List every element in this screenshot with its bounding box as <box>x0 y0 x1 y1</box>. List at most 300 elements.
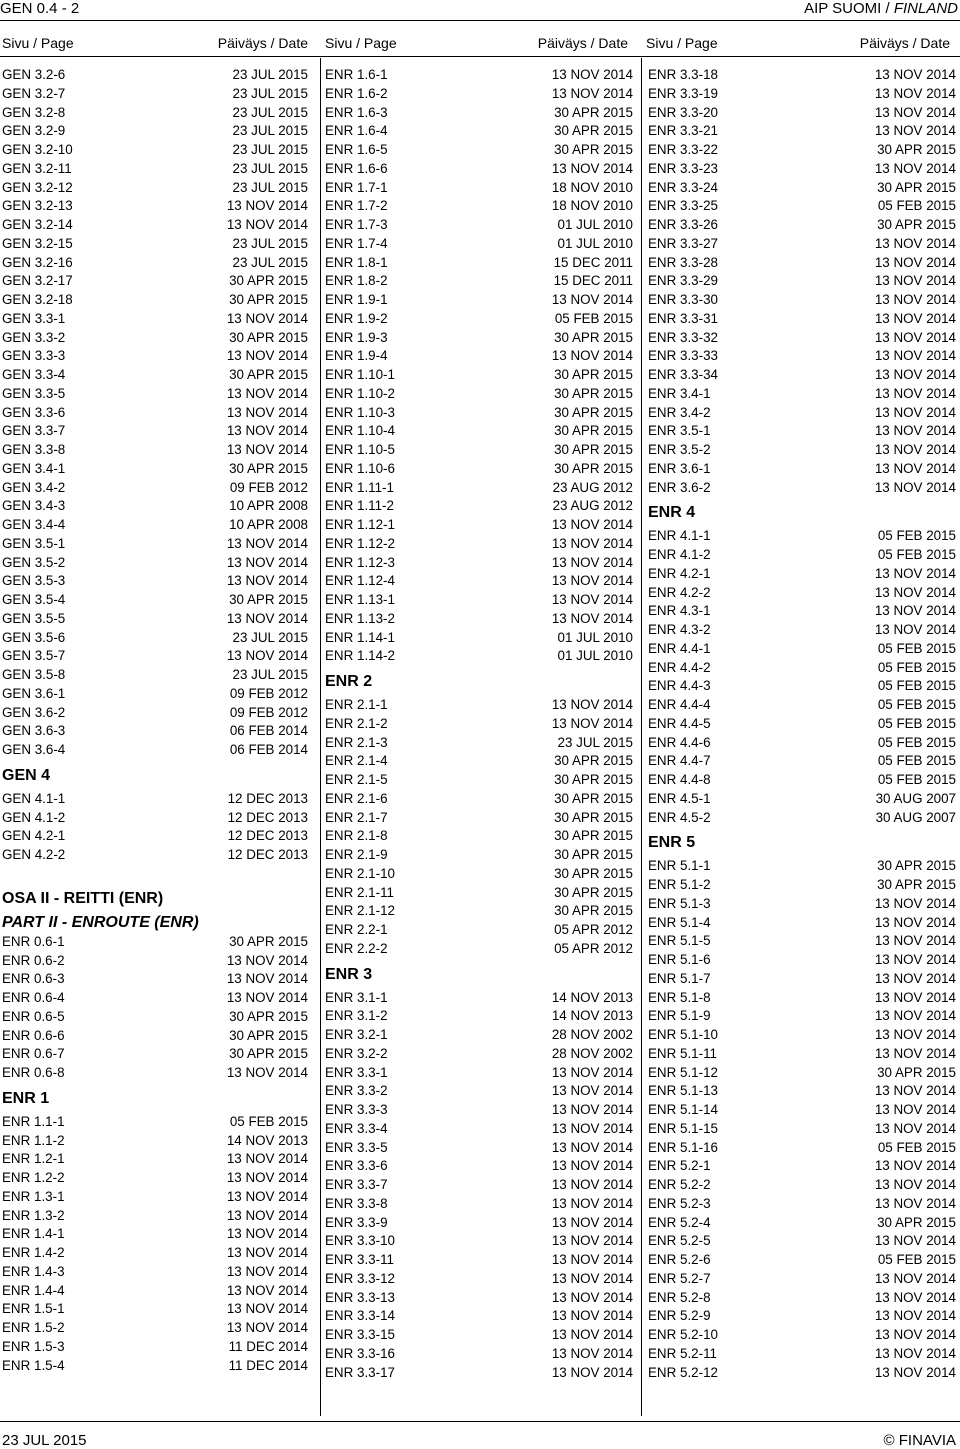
list-item <box>648 1270 956 1289</box>
page-date: 13 NOV 2014 <box>874 423 956 439</box>
page-date: 13 NOV 2014 <box>551 1252 633 1267</box>
list-item <box>325 790 633 809</box>
page-number: ENR 5.1-9 <box>648 1008 711 1024</box>
page-date: 30 APR 2015 <box>229 1046 308 1062</box>
page-number: ENR 1.10-1 <box>325 367 395 382</box>
page-date: 30 APR 2015 <box>877 142 956 157</box>
page-number: ENR 4.4-7 <box>648 753 711 769</box>
page-number: ENR 3.3-33 <box>648 348 718 364</box>
list-item <box>2 722 308 741</box>
page-number: ENR 1.9-4 <box>325 348 388 364</box>
list-item <box>2 629 308 648</box>
page-date: 30 APR 2015 <box>554 753 633 769</box>
page-number: ENR 4.3-2 <box>648 622 711 637</box>
page-number: ENR 4.5-2 <box>648 809 711 825</box>
page-date: 11 DEC 2014 <box>228 1338 308 1354</box>
page-date: 30 APR 2015 <box>877 1214 956 1230</box>
page-number: ENR 5.1-5 <box>648 933 711 949</box>
page-date: 13 NOV 2014 <box>874 367 956 382</box>
page-number: GEN 3.5-3 <box>2 573 66 589</box>
list-item <box>325 1176 633 1195</box>
list-item <box>325 865 633 884</box>
page-number: ENR 1.6-4 <box>325 123 388 139</box>
list-item <box>648 460 956 479</box>
page-number: ENR 3.3-8 <box>325 1195 388 1211</box>
page-date: 13 NOV 2014 <box>874 1045 956 1061</box>
page-number: ENR 4.4-6 <box>648 734 711 750</box>
page-date: 23 AUG 2012 <box>552 479 633 495</box>
list-item <box>2 329 308 348</box>
page-number: ENR 1.12-4 <box>325 573 395 589</box>
page-date: 13 NOV 2014 <box>226 404 308 420</box>
page-date: 13 NOV 2014 <box>551 348 633 364</box>
page-number: GEN 3.6-2 <box>2 704 66 720</box>
page-date: 13 NOV 2014 <box>551 1195 633 1211</box>
page-number: GEN 3.3-5 <box>2 385 66 401</box>
page-number: ENR 3.3-5 <box>325 1139 388 1155</box>
page-number: ENR 5.2-11 <box>648 1345 717 1361</box>
list-item <box>648 1251 956 1270</box>
list-item <box>325 610 633 629</box>
list-item <box>2 1132 308 1151</box>
list-item <box>648 1364 956 1383</box>
list-item <box>325 1157 633 1176</box>
page-number: ENR 3.3-4 <box>325 1120 388 1136</box>
page-number: ENR 1.11-2 <box>325 498 394 514</box>
page-date: 30 APR 2015 <box>554 123 633 139</box>
page-number: GEN 3.5-4 <box>2 592 66 607</box>
page-date: 05 FEB 2015 <box>877 1139 956 1155</box>
page-date: 13 NOV 2014 <box>226 648 308 664</box>
page-date: 30 APR 2015 <box>554 142 633 157</box>
column-header-page: Sivu / Page <box>325 35 397 51</box>
list-item <box>325 1345 633 1364</box>
page-number: ENR 1.2-2 <box>2 1170 65 1185</box>
list-item <box>648 752 956 771</box>
page-date: 13 NOV 2014 <box>874 952 956 967</box>
list-item <box>2 422 308 441</box>
page-number: GEN 3.5-5 <box>2 610 66 626</box>
list-item <box>325 1307 633 1326</box>
list-item <box>2 704 308 723</box>
page-date: 05 APR 2012 <box>554 940 633 956</box>
page-number: ENR 3.3-17 <box>325 1364 395 1380</box>
page-number: ENR 1.1-2 <box>2 1132 65 1148</box>
list-item <box>2 1045 308 1064</box>
list-item <box>325 1120 633 1139</box>
list-item <box>648 122 956 141</box>
page-date: 05 FEB 2015 <box>877 1252 956 1267</box>
list-item <box>325 141 633 160</box>
list-item <box>648 1214 956 1233</box>
page-date: 01 JUL 2010 <box>557 217 633 232</box>
page-date: 30 APR 2015 <box>229 367 308 382</box>
page-date: 13 NOV 2014 <box>551 715 633 731</box>
page-number: ENR 2.1-5 <box>325 772 388 787</box>
page-date: 05 FEB 2015 <box>877 547 956 562</box>
page-number: ENR 1.3-2 <box>2 1207 65 1223</box>
page-date: 30 APR 2015 <box>229 1027 308 1043</box>
list-item <box>2 1169 308 1188</box>
list-item <box>648 602 956 621</box>
page-number: ENR 5.1-4 <box>648 914 711 930</box>
list-item <box>648 1045 956 1064</box>
page-date: 10 APR 2008 <box>229 517 308 532</box>
list-item <box>325 1326 633 1345</box>
list-item <box>2 1207 308 1226</box>
page-date: 30 APR 2015 <box>229 933 308 949</box>
list-item <box>325 715 633 734</box>
page-number: GEN 3.3-1 <box>2 310 66 326</box>
page-date: 13 NOV 2014 <box>551 1158 633 1174</box>
list-item <box>325 554 633 573</box>
list-item <box>648 1157 956 1176</box>
page-number: ENR 5.2-1 <box>648 1158 711 1174</box>
page-date: 13 NOV 2014 <box>874 160 956 176</box>
list-item <box>325 1195 633 1214</box>
page-number: ENR 1.4-1 <box>2 1226 65 1242</box>
page-date: 30 APR 2015 <box>554 404 633 420</box>
page-date: 05 FEB 2015 <box>877 659 956 675</box>
page-number: ENR 5.1-16 <box>648 1139 718 1155</box>
page-number: ENR 5.2-9 <box>648 1308 711 1324</box>
page-date: 30 APR 2015 <box>229 1008 308 1024</box>
list-item <box>2 85 308 104</box>
page-date: 13 NOV 2014 <box>874 1345 956 1361</box>
list-item <box>325 122 633 141</box>
list-item <box>325 1082 633 1101</box>
page-date: 13 NOV 2014 <box>551 517 633 532</box>
list-item <box>325 535 633 554</box>
page-number: ENR 4.4-3 <box>648 678 711 694</box>
page-number: GEN 3.2-9 <box>2 123 66 139</box>
page-date: 13 NOV 2014 <box>226 1151 308 1167</box>
page-number: GEN 4.1-1 <box>2 790 66 806</box>
list-item <box>648 441 956 460</box>
page-number: ENR 1.7-4 <box>325 235 388 251</box>
page-number: ENR 1.13-2 <box>325 610 395 626</box>
page-date: 13 NOV 2014 <box>226 573 308 589</box>
page-number: ENR 1.10-3 <box>325 404 395 420</box>
page-date: 30 APR 2015 <box>554 790 633 806</box>
page-number: ENR 1.6-3 <box>325 104 388 120</box>
list-item <box>2 1300 308 1319</box>
page-date: 13 NOV 2014 <box>551 592 633 607</box>
page-number: ENR 3.3-3 <box>325 1102 388 1117</box>
page-number: ENR 1.5-2 <box>2 1320 65 1335</box>
page-date: 13 NOV 2014 <box>551 292 633 307</box>
page-number: GEN 3.4-3 <box>2 498 66 514</box>
page-number: ENR 1.14-2 <box>325 648 395 664</box>
page-number: ENR 3.1-2 <box>325 1008 388 1024</box>
page-number: ENR 3.3-15 <box>325 1327 395 1342</box>
page-number: ENR 3.3-1 <box>325 1064 388 1080</box>
page-number: ENR 0.6-3 <box>2 971 65 987</box>
page-date: 13 NOV 2014 <box>226 952 308 968</box>
page-number: ENR 1.7-2 <box>325 198 388 214</box>
page-number: ENR 3.2-2 <box>325 1045 388 1061</box>
page-date: 23 JUL 2015 <box>232 104 308 120</box>
footer-date: 23 JUL 2015 <box>2 1432 87 1449</box>
page-date: 30 APR 2015 <box>554 367 633 382</box>
list-item <box>2 535 308 554</box>
index-column-3 <box>648 66 956 1382</box>
page-date: 05 FEB 2015 <box>229 1113 308 1129</box>
list-item <box>2 1113 308 1132</box>
list-item <box>325 197 633 216</box>
page-date: 13 NOV 2014 <box>551 1270 633 1286</box>
page-number: ENR 4.3-1 <box>648 603 711 619</box>
page-number: ENR 3.3-21 <box>648 123 718 139</box>
list-item <box>648 1195 956 1214</box>
page-date: 13 NOV 2014 <box>874 479 956 495</box>
list-item <box>648 809 956 828</box>
list-item <box>648 1064 956 1083</box>
page-number: GEN 3.6-1 <box>2 685 66 701</box>
list-item <box>648 385 956 404</box>
page-number: ENR 3.6-2 <box>648 479 711 495</box>
list-item <box>325 752 633 771</box>
page-number: ENR 5.2-12 <box>648 1364 718 1380</box>
page-number: ENR 2.1-10 <box>325 865 395 881</box>
page-number: ENR 3.3-14 <box>325 1308 395 1324</box>
page-number: ENR 5.1-1 <box>648 858 711 874</box>
list-item <box>325 479 633 498</box>
page-number: ENR 2.2-2 <box>325 940 388 956</box>
list-item <box>648 1289 956 1308</box>
page-date: 13 NOV 2014 <box>874 565 956 581</box>
page-number: ENR 5.1-14 <box>648 1102 718 1117</box>
list-item <box>2 160 308 179</box>
page-number: GEN 3.5-2 <box>2 554 66 570</box>
page-number: GEN 3.5-1 <box>2 535 66 551</box>
list-item <box>325 85 633 104</box>
page-number: ENR 4.4-2 <box>648 659 711 675</box>
page-date: 13 NOV 2014 <box>551 1345 633 1361</box>
page-number: ENR 4.4-1 <box>648 640 711 656</box>
list-item <box>325 1007 633 1026</box>
page-number: GEN 3.4-1 <box>2 460 66 476</box>
page-date: 05 FEB 2015 <box>877 678 956 694</box>
page-number: ENR 3.3-10 <box>325 1233 395 1249</box>
page-date: 13 NOV 2014 <box>226 1282 308 1298</box>
page-date: 30 APR 2015 <box>229 273 308 289</box>
list-item <box>648 1345 956 1364</box>
page-date: 13 NOV 2014 <box>874 1120 956 1136</box>
page-date: 30 APR 2015 <box>877 1064 956 1080</box>
page-date: 13 NOV 2014 <box>874 460 956 476</box>
page-date: 13 NOV 2014 <box>874 1195 956 1211</box>
list-item <box>325 1251 633 1270</box>
section-heading: ENR 4 <box>648 504 696 522</box>
list-item <box>2 1263 308 1282</box>
page-date: 28 NOV 2002 <box>551 1027 633 1042</box>
column-header-1 <box>2 35 308 52</box>
page-date: 23 JUL 2015 <box>232 179 308 195</box>
page-number: GEN 3.3-6 <box>2 404 66 420</box>
list-item <box>325 385 633 404</box>
section-heading: ENR 1 <box>2 1089 50 1107</box>
page-number: GEN 3.2-14 <box>2 217 73 232</box>
page-number: GEN 3.2-16 <box>2 254 73 270</box>
page-date: 13 NOV 2014 <box>226 1226 308 1242</box>
page-date: 05 FEB 2015 <box>554 310 633 326</box>
page-number: ENR 1.4-4 <box>2 1282 65 1298</box>
page-date: 13 NOV 2014 <box>874 970 956 986</box>
page-date: 13 NOV 2014 <box>874 1327 956 1342</box>
page-number: ENR 1.12-2 <box>325 535 395 551</box>
list-item <box>325 1289 633 1308</box>
page-date: 11 DEC 2014 <box>228 1357 308 1373</box>
page-date: 13 NOV 2014 <box>874 989 956 1005</box>
list-item <box>648 160 956 179</box>
list-item <box>648 291 956 310</box>
list-item <box>648 347 956 366</box>
page-date: 13 NOV 2014 <box>226 217 308 232</box>
page-date: 13 NOV 2014 <box>226 535 308 551</box>
section-heading: GEN 4 <box>2 766 51 784</box>
page-date: 30 APR 2015 <box>554 847 633 862</box>
page-date: 13 NOV 2014 <box>874 1158 956 1174</box>
list-item <box>2 254 308 273</box>
page-date: 13 NOV 2014 <box>551 1139 633 1155</box>
list-item <box>648 659 956 678</box>
list-item <box>648 677 956 696</box>
page-date: 13 NOV 2014 <box>551 1214 633 1230</box>
page-number: ENR 5.2-3 <box>648 1195 711 1211</box>
list-item <box>2 809 308 828</box>
column-header-date: Päiväys / Date <box>217 35 308 51</box>
page-header <box>0 0 960 21</box>
column-header-3 <box>646 35 950 52</box>
list-item <box>325 497 633 516</box>
page-date: 13 NOV 2014 <box>551 1364 633 1380</box>
page-number: ENR 5.1-10 <box>648 1027 718 1042</box>
list-item <box>325 591 633 610</box>
list-item <box>648 715 956 734</box>
publisher <box>804 0 958 17</box>
column-divider <box>641 58 642 1416</box>
page-number: ENR 4.1-2 <box>648 547 711 562</box>
page-date: 09 FEB 2012 <box>229 479 308 495</box>
page-date: 05 FEB 2015 <box>877 715 956 731</box>
page-date: 23 JUL 2015 <box>232 160 308 176</box>
list-item <box>2 272 308 291</box>
page-number: ENR 3.3-28 <box>648 254 718 270</box>
page-date: 13 NOV 2014 <box>551 610 633 626</box>
page-number: ENR 1.5-3 <box>2 1338 65 1354</box>
list-item <box>2 216 308 235</box>
page-date: 13 NOV 2014 <box>551 1083 633 1099</box>
page-date: 13 NOV 2014 <box>226 1320 308 1335</box>
page-number: ENR 1.2-1 <box>2 1151 65 1167</box>
list-item <box>2 790 308 809</box>
list-item <box>2 685 308 704</box>
page-number: GEN 3.2-13 <box>2 198 73 214</box>
page-date: 30 APR 2015 <box>877 858 956 874</box>
page-date: 13 NOV 2014 <box>551 1327 633 1342</box>
list-item <box>2 1338 308 1357</box>
page-number: GEN 3.2-15 <box>2 235 73 251</box>
page-number: ENR 3.1-1 <box>325 989 388 1005</box>
page-date: 30 APR 2015 <box>554 772 633 787</box>
list-item <box>648 216 956 235</box>
page-date: 13 NOV 2014 <box>874 348 956 364</box>
page-date: 13 NOV 2014 <box>874 292 956 307</box>
page-number: ENR 5.1-2 <box>648 877 711 892</box>
page-number: ENR 1.1-1 <box>2 1113 65 1129</box>
page-date: 13 NOV 2014 <box>874 933 956 949</box>
page-date: 30 APR 2015 <box>229 329 308 345</box>
column-header-date: Päiväys / Date <box>537 35 628 51</box>
list-item <box>325 629 633 648</box>
page-number: ENR 1.6-5 <box>325 142 388 157</box>
page-date: 05 FEB 2015 <box>877 753 956 769</box>
page-number: ENR 5.1-6 <box>648 952 711 967</box>
page-date: 23 JUL 2015 <box>232 629 308 645</box>
list-item <box>325 235 633 254</box>
page-number: ENR 2.1-12 <box>325 903 395 919</box>
page-number: ENR 1.12-1 <box>325 517 395 532</box>
page-number: GEN 3.5-6 <box>2 629 66 645</box>
list-item <box>2 572 308 591</box>
page-date: 30 APR 2015 <box>554 903 633 919</box>
list-item <box>325 366 633 385</box>
list-item <box>648 734 956 753</box>
list-item <box>648 546 956 565</box>
publisher-name: AIP SUOMI / <box>804 0 894 17</box>
list-item <box>648 951 956 970</box>
page-date: 18 NOV 2010 <box>551 179 633 195</box>
page-number: GEN 3.2-17 <box>2 273 73 289</box>
page-number: ENR 3.5-1 <box>648 423 711 439</box>
list-item <box>2 827 308 846</box>
page-number: GEN 3.3-4 <box>2 367 66 382</box>
page-number: GEN 3.5-7 <box>2 648 66 664</box>
index-column-2 <box>325 66 633 1382</box>
list-item <box>2 291 308 310</box>
page-number: ENR 4.4-5 <box>648 715 711 731</box>
page-number: ENR 3.3-16 <box>325 1345 395 1361</box>
section-heading: ENR 2 <box>325 673 373 690</box>
list-item <box>648 621 956 640</box>
list-item <box>325 827 633 846</box>
page-date: 13 NOV 2014 <box>226 310 308 326</box>
page-number: ENR 4.4-4 <box>648 697 711 712</box>
page-date: 30 APR 2015 <box>554 460 633 476</box>
page-number: ENR 5.2-10 <box>648 1327 718 1342</box>
list-item <box>2 647 308 666</box>
list-item <box>648 1120 956 1139</box>
page-date: 10 APR 2008 <box>229 498 308 514</box>
page-date: 30 APR 2015 <box>877 877 956 892</box>
page-number: ENR 5.1-3 <box>648 895 711 911</box>
page-date: 13 NOV 2014 <box>226 348 308 364</box>
page-number: ENR 3.3-23 <box>648 160 718 176</box>
list-item <box>325 404 633 423</box>
page-number: ENR 3.3-7 <box>325 1177 388 1192</box>
page-number: ENR 1.4-2 <box>2 1245 65 1260</box>
page-date: 30 APR 2015 <box>554 884 633 900</box>
page-date: 30 AUG 2007 <box>875 809 956 825</box>
page-number: ENR 1.12-3 <box>325 554 395 570</box>
list-item <box>2 1150 308 1169</box>
list-item <box>325 66 633 85</box>
list-item <box>325 572 633 591</box>
page-number: ENR 3.3-19 <box>648 85 718 101</box>
column-header-page: Sivu / Page <box>646 35 718 51</box>
page-date: 05 APR 2012 <box>554 922 633 937</box>
